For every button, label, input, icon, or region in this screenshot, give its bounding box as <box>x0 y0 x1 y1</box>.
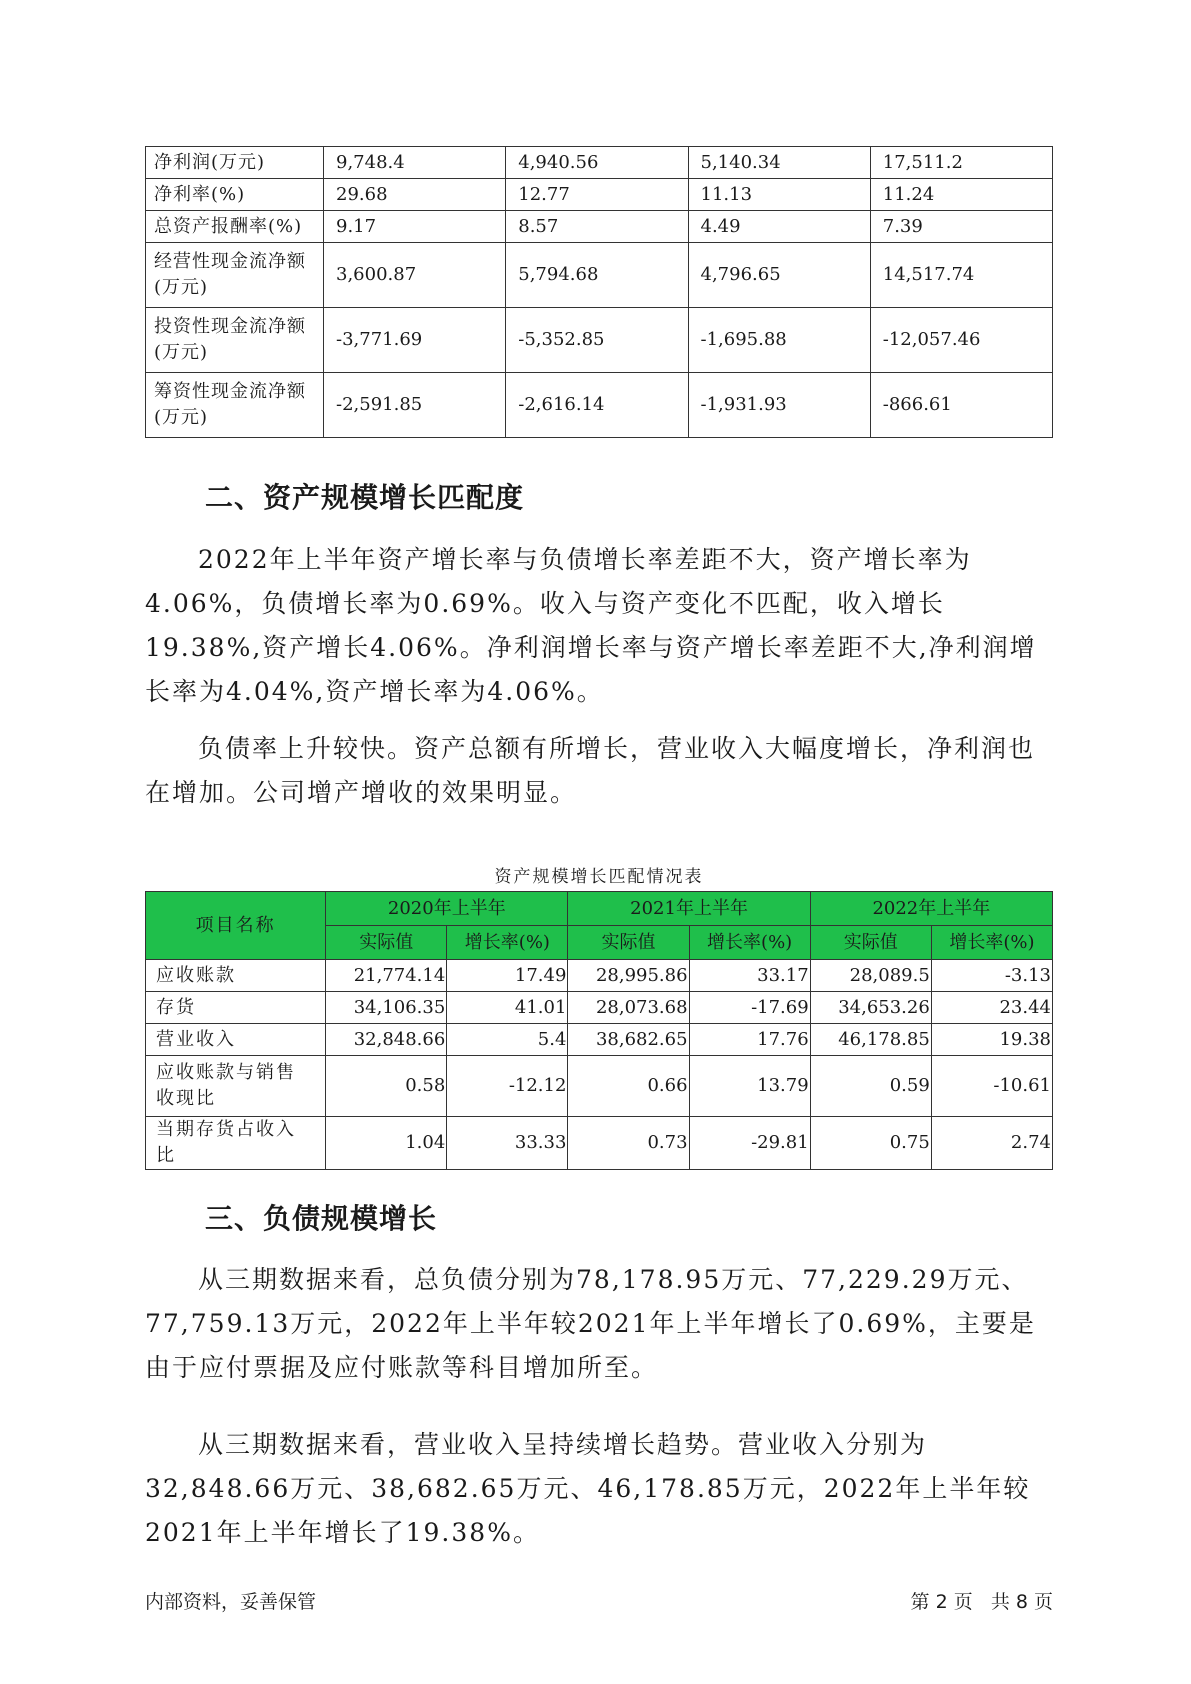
table-cell: 0.66 <box>568 1056 689 1117</box>
table-cell: 13.79 <box>689 1056 810 1117</box>
footer-page-number: 第 2 页 共 8 页 <box>910 1591 1053 1613</box>
table-cell: 4.49 <box>688 211 870 243</box>
row-label: 应收账款 <box>146 960 326 992</box>
table-cell: -10.61 <box>931 1056 1052 1117</box>
table-row <box>146 179 1053 211</box>
row-label: 净利率(%) <box>146 179 324 211</box>
table-cell: -29.81 <box>689 1117 810 1170</box>
table-cell: -2,616.14 <box>506 373 688 438</box>
row-label: 总资产报酬率(%) <box>146 211 324 243</box>
table-cell: 7.39 <box>870 211 1052 243</box>
financial-metrics-table <box>145 146 1053 438</box>
table-row <box>146 373 1053 438</box>
header-actual: 实际值 <box>810 926 931 960</box>
table-cell: 41.01 <box>447 992 568 1024</box>
table-row <box>146 1117 1053 1170</box>
table-cell: -1,695.88 <box>688 308 870 373</box>
row-label: 营业收入 <box>146 1024 326 1056</box>
table-cell: -2,591.85 <box>324 373 506 438</box>
table-cell: -3.13 <box>931 960 1052 992</box>
table-cell: 5.4 <box>447 1024 568 1056</box>
table-cell: 33.17 <box>689 960 810 992</box>
table-row <box>146 243 1053 308</box>
table-cell: 28,073.68 <box>568 992 689 1024</box>
table-cell: 32,848.66 <box>326 1024 447 1056</box>
table-cell: 1.04 <box>326 1117 447 1170</box>
table-cell: 0.75 <box>810 1117 931 1170</box>
table-cell: 9,748.4 <box>324 147 506 179</box>
table-cell: 19.38 <box>931 1024 1052 1056</box>
row-label: 净利润(万元) <box>146 147 324 179</box>
table-cell: 23.44 <box>931 992 1052 1024</box>
table-cell: 34,106.35 <box>326 992 447 1024</box>
table-caption: 资产规模增长匹配情况表 <box>494 867 704 887</box>
table-cell: 29.68 <box>324 179 506 211</box>
header-growth: 增长率(%) <box>931 926 1052 960</box>
table-cell: 28,995.86 <box>568 960 689 992</box>
header-period-2022: 2022年上半年 <box>810 892 1052 926</box>
table-cell: 17.76 <box>689 1024 810 1056</box>
table-cell: 3,600.87 <box>324 243 506 308</box>
table-cell: 28,089.5 <box>810 960 931 992</box>
row-label: 当期存货占收入比 <box>146 1117 326 1170</box>
table-cell: -1,931.93 <box>688 373 870 438</box>
table-cell: 5,794.68 <box>506 243 688 308</box>
table-cell: 0.58 <box>326 1056 447 1117</box>
table-cell: 8.57 <box>506 211 688 243</box>
table-row <box>146 1056 1053 1117</box>
table-cell: -12,057.46 <box>870 308 1052 373</box>
table-row <box>146 308 1053 373</box>
paragraph-asset-growth-1: 2022年上半年资产增长率与负债增长率差距不大，资产增长率为4.06%，负债增长率为0.69%。收入与资产变化不匹配，收入增长19.38%,资产增长4.06%。净利润增长率与资产增长率差距不大,净利润增长率为4.04%,资产增长率为4.06%。 <box>145 545 1037 706</box>
table-row <box>146 147 1053 179</box>
row-label: 存货 <box>146 992 326 1024</box>
section-heading-liability-growth: 三、负债规模增长 <box>205 1202 438 1235</box>
row-label: 经营性现金流净额(万元) <box>146 243 324 308</box>
table-cell: -5,352.85 <box>506 308 688 373</box>
table-row <box>146 960 1053 992</box>
table-cell: 12.77 <box>506 179 688 211</box>
table-row <box>146 211 1053 243</box>
table-cell: -866.61 <box>870 373 1052 438</box>
table-cell: 11.13 <box>688 179 870 211</box>
table-row <box>146 992 1053 1024</box>
header-actual: 实际值 <box>326 926 447 960</box>
footer-confidential-note: 内部资料，妥善保管 <box>145 1591 317 1613</box>
section-heading-asset-growth: 二、资产规模增长匹配度 <box>205 481 525 514</box>
table-cell: 0.59 <box>810 1056 931 1117</box>
header-item-name: 项目名称 <box>146 892 326 960</box>
table-cell: 34,653.26 <box>810 992 931 1024</box>
table-cell: -12.12 <box>447 1056 568 1117</box>
row-label: 投资性现金流净额(万元) <box>146 308 324 373</box>
paragraph-liability-growth-2: 从三期数据来看，营业收入呈持续增长趋势。营业收入分别为32,848.66万元、38,682.65万元、46,178.85万元，2022年上半年较2021年上半年增长了19.38%。 <box>145 1430 1031 1547</box>
paragraph-liability-growth-1: 从三期数据来看，总负债分别为78,178.95万元、77,229.29万元、77,759.13万元，2022年上半年较2021年上半年增长了0.69%，主要是由于应付票据及应付账款等科目增加所至。 <box>145 1265 1036 1382</box>
table-cell: 21,774.14 <box>326 960 447 992</box>
table-row <box>146 1024 1053 1056</box>
table-cell: 46,178.85 <box>810 1024 931 1056</box>
table-cell: 0.73 <box>568 1117 689 1170</box>
table-cell: 2.74 <box>931 1117 1052 1170</box>
paragraph-asset-growth-2: 负债率上升较快。资产总额有所增长，营业收入大幅度增长，净利润也在增加。公司增产增收的效果明显。 <box>145 734 1036 807</box>
table-cell: -3,771.69 <box>324 308 506 373</box>
row-label: 筹资性现金流净额(万元) <box>146 373 324 438</box>
table-cell: 11.24 <box>870 179 1052 211</box>
header-period-2021: 2021年上半年 <box>568 892 810 926</box>
header-actual: 实际值 <box>568 926 689 960</box>
table-cell: 14,517.74 <box>870 243 1052 308</box>
header-growth: 增长率(%) <box>689 926 810 960</box>
header-growth: 增长率(%) <box>447 926 568 960</box>
asset-growth-match-table <box>145 891 1053 1170</box>
table-cell: 4,796.65 <box>688 243 870 308</box>
table-cell: 33.33 <box>447 1117 568 1170</box>
header-period-2020: 2020年上半年 <box>326 892 568 926</box>
table-cell: 4,940.56 <box>506 147 688 179</box>
table-cell: 17,511.2 <box>870 147 1052 179</box>
table-cell: 9.17 <box>324 211 506 243</box>
row-label: 应收账款与销售收现比 <box>146 1056 326 1117</box>
table-cell: -17.69 <box>689 992 810 1024</box>
table-cell: 5,140.34 <box>688 147 870 179</box>
table-cell: 38,682.65 <box>568 1024 689 1056</box>
table-cell: 17.49 <box>447 960 568 992</box>
